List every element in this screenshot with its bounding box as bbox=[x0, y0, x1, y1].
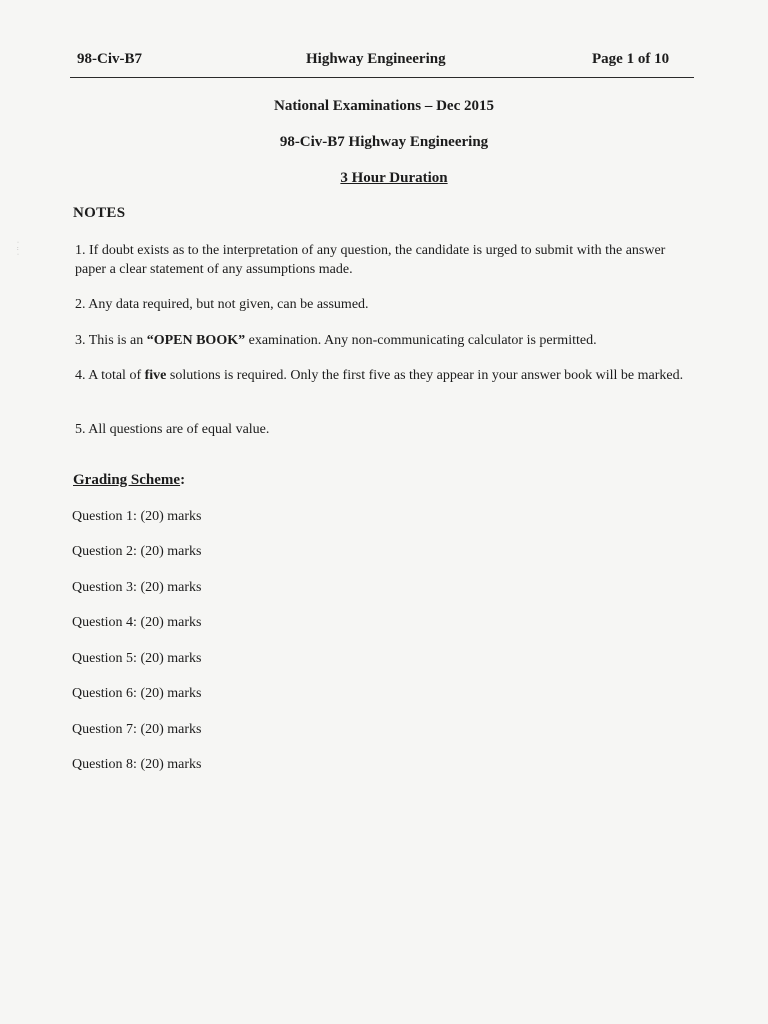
note-3-text-a: 3. This is an bbox=[75, 333, 147, 348]
note-4-text-b: solutions is required. Only the first five as they appear in your answer book will be marked. bbox=[166, 368, 684, 383]
exam-session-title: National Examinations – Dec 2015 bbox=[273, 98, 494, 114]
header-page-number: Page 1 of 10 bbox=[592, 51, 670, 67]
grading-scheme-heading-text: Grading Scheme bbox=[73, 472, 181, 488]
grading-question-2: Question 2: (20) marks bbox=[72, 544, 202, 559]
notes-heading: NOTES bbox=[73, 205, 126, 221]
note-3 bbox=[75, 331, 695, 350]
note-4-text-a: 4. A total of bbox=[75, 368, 145, 383]
note-4-emphasis: five bbox=[144, 368, 167, 383]
header-divider bbox=[70, 77, 694, 78]
note-3-emphasis: “OPEN BOOK” bbox=[146, 333, 246, 348]
exam-course-title: 98-Civ-B7 Highway Engineering bbox=[279, 134, 489, 150]
grading-question-3: Question 3: (20) marks bbox=[72, 580, 202, 595]
note-3-text-b: examination. Any non-communicating calculator is permitted. bbox=[245, 333, 597, 348]
grading-question-8: Question 8: (20) marks bbox=[72, 757, 202, 772]
note-4 bbox=[75, 366, 695, 385]
grading-question-5: Question 5: (20) marks bbox=[72, 651, 202, 666]
header-course-title: Highway Engineering bbox=[306, 51, 446, 67]
scan-artifact-mark: · : · bbox=[17, 240, 19, 258]
exam-duration-text: 3 Hour Duration bbox=[340, 170, 448, 186]
grading-question-4: Question 4: (20) marks bbox=[72, 615, 202, 630]
note-5: 5. All questions are of equal value. bbox=[75, 422, 270, 437]
grading-scheme-colon: : bbox=[180, 472, 186, 488]
exam-duration bbox=[10, 170, 768, 187]
header-course-code: 98-Civ-B7 bbox=[77, 51, 142, 67]
grading-question-6: Question 6: (20) marks bbox=[72, 686, 202, 701]
grading-question-1: Question 1: (20) marks bbox=[72, 509, 202, 524]
note-1: 1. If doubt exists as to the interpretation of any question, the candidate is urged to submit with the answer paper a clear statement of any assumptions made. bbox=[75, 243, 666, 277]
grading-scheme-heading bbox=[73, 472, 185, 489]
grading-question-7: Question 7: (20) marks bbox=[72, 722, 202, 737]
note-2: 2. Any data required, but not given, can be assumed. bbox=[75, 297, 369, 312]
